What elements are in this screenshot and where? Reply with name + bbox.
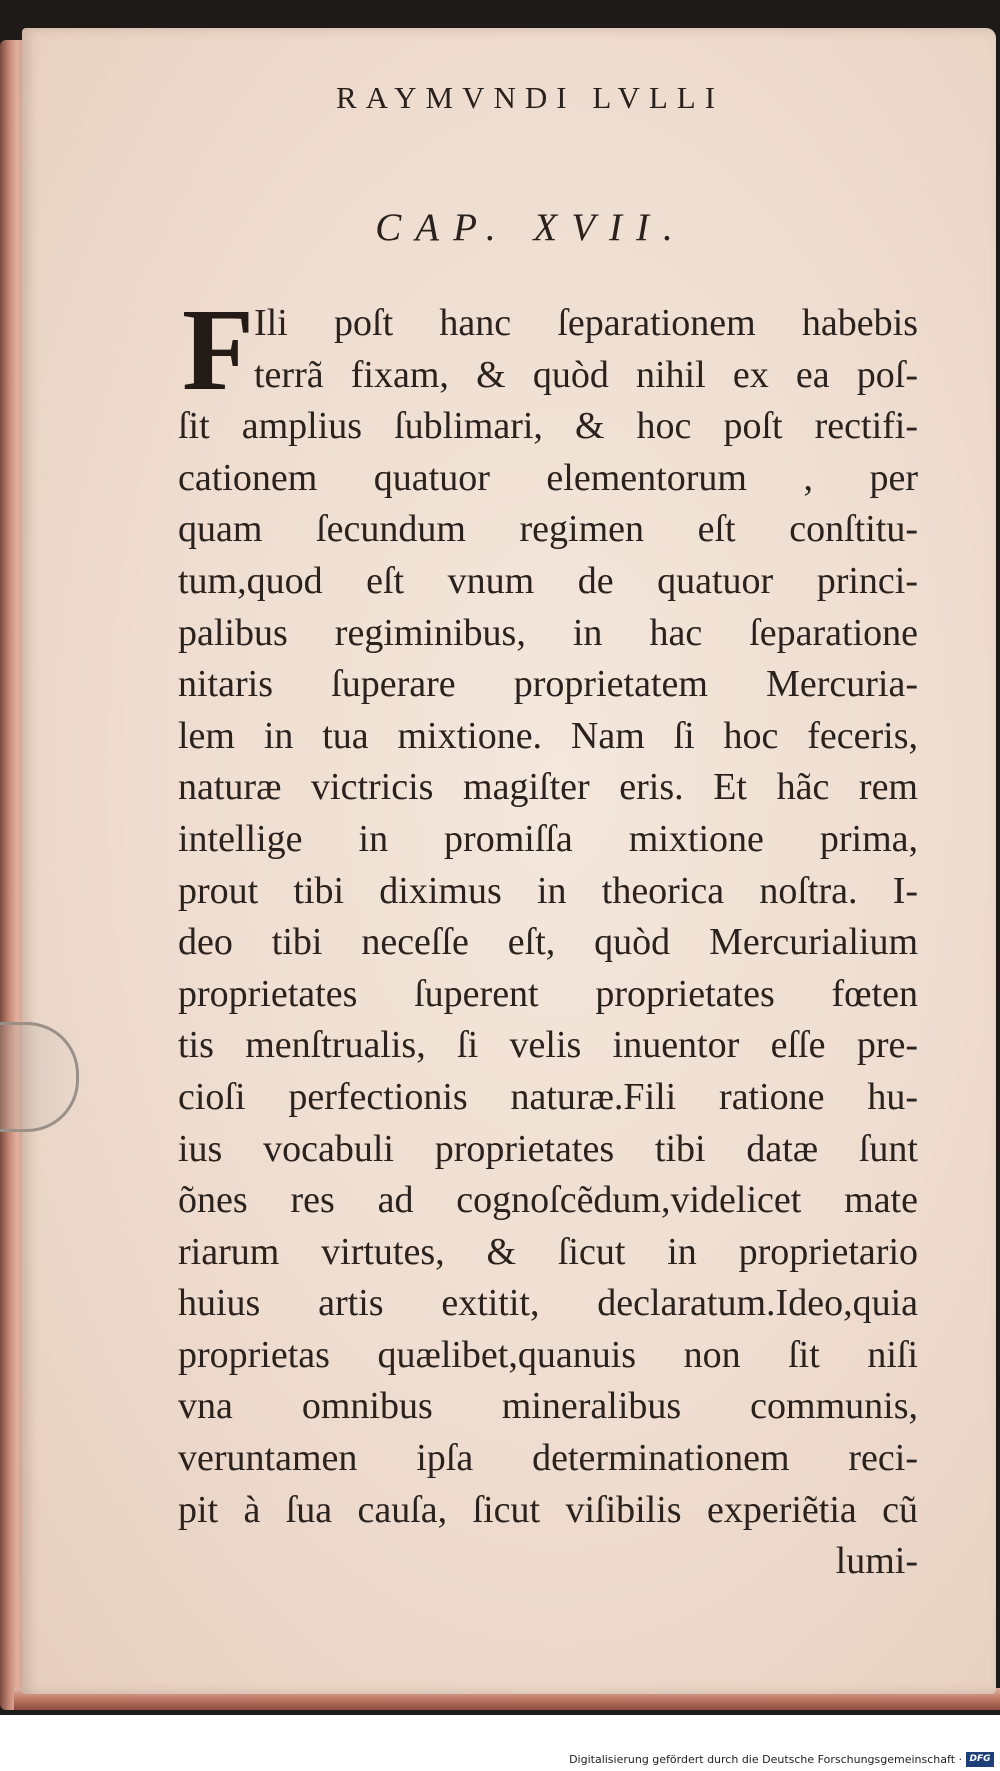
text-line: veruntamen ipſa determinationem reci- <box>178 1437 918 1480</box>
text-line: huius artis extitit, declaratum.Ideo,quia <box>178 1282 918 1325</box>
text-line: deo tibi neceſſe eſt, quòd Mercurialium <box>178 921 918 964</box>
running-head: RAYMVNDI LVLLI <box>335 80 725 115</box>
text-line: naturæ victricis magiſter eris. Et hãc rem <box>178 766 918 809</box>
text-line: proprietates ſuperent proprietates fœten <box>178 972 918 1015</box>
text-line: cationem quatuor elementorum , per <box>178 456 918 499</box>
text-line: lem in tua mixtione. Nam ſi hoc feceris, <box>178 714 918 757</box>
text-line: ſit amplius ſublimari, & hoc poſt rectifi- <box>178 405 918 448</box>
text-line: nitaris ſuperare proprietatem Mercuria- <box>178 663 918 706</box>
text-line: palibus regiminibus, in hac ſeparatione <box>178 611 918 654</box>
text-line: terrã fixam, & quòd nihil ex ea poſ- <box>254 353 918 396</box>
dfg-logo-icon: DFG <box>966 1752 994 1767</box>
text-line: intellige in promiſſa mixtione prima, <box>178 817 918 860</box>
text-line: pit à ſua cauſa, ſicut viſibilis experiẽtia cũ <box>178 1488 918 1531</box>
chapter-heading: CAP. XVII. <box>375 206 687 249</box>
text-line: quam ſecundum regimen eſt conſtitu- <box>178 508 918 551</box>
book-page-edge-left <box>0 40 24 1710</box>
text-line: ius vocabuli proprietates tibi datæ ſunt <box>178 1127 918 1170</box>
catchword: lumi- <box>835 1540 918 1583</box>
text-line: prout tibi diximus in theorica noſtra. I- <box>178 869 918 912</box>
drop-cap-initial: F <box>182 284 255 415</box>
text-line: Ili poſt hanc ſeparationem habebis <box>254 302 918 344</box>
text-line: proprietas quælibet,quanuis non ſit niſi <box>178 1333 918 1376</box>
text-line: vna omnibus mineralibus communis, <box>178 1385 918 1428</box>
text-line: cioſi perfectionis naturæ.Fili ratione hu- <box>178 1075 918 1118</box>
text-line: õnes res ad cognoſcẽdum,videlicet mate <box>178 1179 918 1222</box>
text-line: tum,quod eſt vnum de quatuor princi- <box>178 559 918 602</box>
funding-credit: Digitalisierung gefördert durch die Deutsche Forschungsgemeinschaft · <box>569 1753 962 1766</box>
body-text <box>178 284 918 1588</box>
text-line: riarum virtutes, & ſicut in proprietario <box>178 1230 918 1273</box>
text-line: tis menſtrualis, ſi velis inuentor eſſe pre- <box>178 1024 918 1067</box>
